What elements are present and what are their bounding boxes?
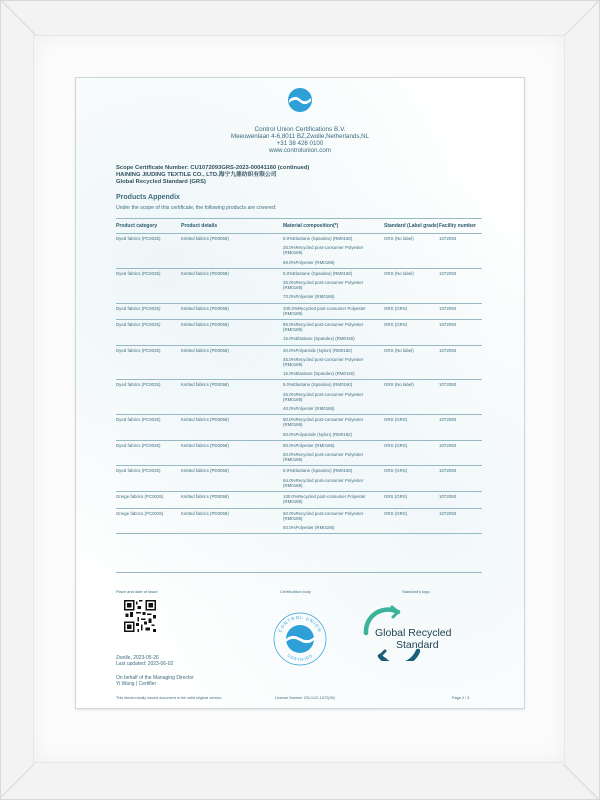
material-line: 50.0%Recycled post-consumer Polyester (RM0189) <box>283 417 364 428</box>
standard-cell: GRS (No label) <box>384 270 414 276</box>
product-details-cell: Knitted fabrics (PD0058) <box>181 468 229 474</box>
product-details-cell: Knitted fabrics (PD0058) <box>181 322 229 328</box>
material-composition-cell <box>283 508 384 534</box>
material-line: 50.0%Recycled post-consumer Polyester (RM0189) <box>283 452 364 463</box>
table-header-row <box>116 219 482 234</box>
table-row <box>116 303 482 319</box>
svg-text:CERTIFIED <box>287 653 314 662</box>
material-line: 15.0%Elastane (Spandex) (RM0160) <box>283 371 355 377</box>
table-row <box>116 415 482 441</box>
material-line: 50.0%Polyester (RM0186) <box>283 524 335 530</box>
grs-logo-line2: Standard <box>396 639 439 651</box>
material-line: 70.0%Polyester (RM0186) <box>283 294 335 300</box>
frame-corner-tr <box>564 0 600 36</box>
issuer-block <box>76 126 524 154</box>
product-category-cell: Dyed fabrics (PC0025) <box>116 417 161 423</box>
material-line: 6.0%Elastane (Spandex) (RM0160) <box>283 236 353 241</box>
product-category-cell: Dyed fabrics (PC0025) <box>116 322 161 328</box>
product-details-cell: Knitted fabrics (PD0058) <box>181 510 229 516</box>
table-row <box>116 466 482 492</box>
material-composition-cell <box>283 380 384 415</box>
table-row <box>116 492 482 508</box>
table-bottom-rule <box>116 572 482 573</box>
product-details-cell: Knitted fabrics (PD0058) <box>181 236 229 241</box>
signer-name: Yi Wang | Certifier <box>116 681 157 688</box>
standard-cell: GRS (GRS) <box>384 417 408 423</box>
control-union-wave-icon <box>287 87 313 113</box>
facility-number-cell: 1072093 <box>439 347 457 353</box>
product-category-cell: Dyed fabrics (PC0025) <box>116 347 161 353</box>
header-product-category: Product category <box>116 223 158 229</box>
license-number: License Number CB-CUC-1072(05) <box>275 696 335 700</box>
material-composition-cell <box>283 492 384 508</box>
frame-corner-br <box>563 764 599 800</box>
qr-code-icon <box>124 600 156 632</box>
last-updated: Last updated: 2023-06-02 <box>116 661 174 668</box>
material-composition-cell <box>283 466 384 492</box>
issuer-phone: +31 38 426 0100 <box>276 140 324 147</box>
material-line: 50.0%Recycled post-consumer Polyester (RM0189) <box>283 510 364 521</box>
table-row <box>116 320 482 346</box>
standard-cell: GRS (GRS) <box>384 305 408 311</box>
material-line: 25.0%Recycled post-consumer Polyester (RM0189) <box>283 280 364 291</box>
standard-cell: GRS (No label) <box>384 382 414 388</box>
facility-number-cell: 1072093 <box>439 468 457 474</box>
company-name: HAINING JIUDING TEXTILE CO., LTD.海宁九鼎纺织有限公司 <box>116 172 277 178</box>
certification-body-label: Certification body <box>280 589 311 594</box>
facility-number-cell: 1072093 <box>439 442 457 448</box>
grs-recycle-globe-icon <box>358 603 472 661</box>
issuer-address: Meeuwenlaan 4-6,8011 BZ,Zwolle,Netherlands,NL <box>230 133 370 140</box>
product-category-cell: Greige fabrics (PC0026) <box>116 494 164 500</box>
product-category-cell: Dyed fabrics (PC0025) <box>116 382 161 388</box>
material-line: 50.0%Polyester (RM0186) <box>283 442 335 448</box>
table-body <box>116 234 482 534</box>
product-details-cell: Knitted fabrics (PD0058) <box>181 347 229 353</box>
issuer-name: Control Union Certifications B.V. <box>254 126 346 133</box>
frame-corner-tl <box>0 0 36 35</box>
header-facility-number: Facility number <box>439 223 476 229</box>
appendix-title: Products Appendix <box>116 194 180 201</box>
signatory-block <box>116 675 194 688</box>
material-composition-cell <box>283 345 384 380</box>
facility-number-cell: 1072093 <box>439 510 457 516</box>
facility-number-cell: 1072093 <box>439 382 457 388</box>
product-details-cell: Knitted fabrics (PD0058) <box>181 305 229 311</box>
table-row <box>116 234 482 269</box>
material-line: 94.0%Recycled post-consumer Polyester (RM0189) <box>283 477 364 488</box>
grs-logo-line1: Global Recycled <box>375 627 452 639</box>
issue-city-date: Zwolle, 2023-05-26 <box>116 655 159 661</box>
product-details-cell: Knitted fabrics (PD0058) <box>181 442 229 448</box>
material-line: 40.0%Polyester (RM0186) <box>283 406 335 412</box>
table-row <box>116 268 482 303</box>
material-line: 5.0%Elastane (Spandex) (RM0160) <box>283 382 353 388</box>
table-row <box>116 508 482 534</box>
material-line: 85.0%Recycled post-consumer Polyester (RM0189) <box>283 322 364 333</box>
certificate-page <box>76 78 524 708</box>
scope-block <box>116 165 476 186</box>
facility-number-cell: 1072093 <box>439 322 457 328</box>
product-category-cell: Dyed fabrics (PC0025) <box>116 468 161 474</box>
header-material-composition: Material composition(*) <box>283 223 339 229</box>
standard-cell: GRS (GRS) <box>384 510 408 516</box>
product-details-cell: Knitted fabrics (PD0058) <box>181 494 229 500</box>
standard-cell: GRS (GRS) <box>384 442 408 448</box>
validity-note: This electronically issued document is the valid original version <box>116 696 222 700</box>
standard-cell: GRS (GRS) <box>384 494 408 500</box>
material-line: 6.0%Elastane (Spandex) (RM0160) <box>283 468 353 474</box>
certificate-number: Scope Certificate Number: CU1072093GRS-2023-00041160 (continued) <box>116 165 310 171</box>
product-category-cell: Dyed fabrics (PC0025) <box>116 236 161 241</box>
material-line: 45.0%Recycled post-consumer Polyester (RM0189) <box>283 391 364 402</box>
product-category-cell: Dyed fabrics (PC0025) <box>116 270 161 276</box>
material-line: 45.0%Recycled post-consumer Polyester (RM0189) <box>283 356 364 368</box>
material-line: 5.0%Elastane (Spandex) (RM0160) <box>283 270 353 276</box>
standard-cell: GRS (GRS) <box>384 468 408 474</box>
material-line: 15.0%Elastane (Spandex) (RM0160) <box>283 336 355 342</box>
page-number: Page 2 / 3 <box>452 696 470 700</box>
standard-name: Global Recycled Standard (GRS) <box>116 179 206 185</box>
standard-logo-label: Standard's logo <box>402 589 430 594</box>
table-row <box>116 440 482 466</box>
facility-number-cell: 1072093 <box>439 305 457 311</box>
header-product-details: Product details <box>181 223 218 229</box>
material-composition-cell <box>283 440 384 466</box>
product-details-cell: Knitted fabrics (PD0058) <box>181 417 229 423</box>
table-row <box>116 380 482 415</box>
product-details-cell: Knitted fabrics (PD0058) <box>181 382 229 388</box>
standard-cell: GRS (No label) <box>384 236 414 241</box>
issue-dates <box>116 655 173 668</box>
products-table <box>116 218 482 534</box>
issuer-website: www.controlunion.com <box>269 147 331 154</box>
material-line: 100.0%Recycled post-consumer Polyester (RM0189) <box>283 305 366 316</box>
product-category-cell: Greige fabrics (PC0026) <box>116 510 164 516</box>
material-line: 100.0%Recycled post-consumer Polyester (RM0189) <box>283 494 366 505</box>
material-composition-cell <box>283 234 384 269</box>
facility-number-cell: 1072093 <box>439 417 457 423</box>
header-standard: Standard (Label grade) <box>384 223 439 229</box>
on-behalf-text: On behalf of the Managing Director <box>116 675 194 681</box>
table-row <box>116 345 482 380</box>
material-composition-cell <box>283 320 384 346</box>
standard-cell: GRS (No label) <box>384 347 414 353</box>
facility-number-cell: 1072093 <box>439 270 457 276</box>
material-line: 40.0%Polyamide (Nylon) (RM0182) <box>283 347 353 353</box>
product-details-cell: Knitted fabrics (PD0058) <box>181 270 229 276</box>
facility-number-cell: 1072093 <box>439 236 457 241</box>
facility-number-cell: 1072093 <box>439 494 457 500</box>
material-composition-cell <box>283 415 384 441</box>
appendix-subtitle: Under the scope of this certificate, the following products are covered: <box>116 205 277 211</box>
frame-corner-bl <box>0 763 35 799</box>
material-line: 25.0%Recycled post-consumer Polyester (RM0189) <box>283 245 364 256</box>
product-category-cell: Dyed fabrics (PC0025) <box>116 442 161 448</box>
place-date-label: Place and date of issue <box>116 589 158 594</box>
material-composition-cell <box>283 268 384 303</box>
material-composition-cell <box>283 303 384 319</box>
seal-text-bottom: CERTIFIED <box>286 652 314 663</box>
material-line: 50.0%Polyamide (Nylon) (RM0182) <box>283 431 353 437</box>
standard-cell: GRS (GRS) <box>384 322 408 328</box>
control-union-certified-seal <box>270 609 330 669</box>
product-category-cell: Dyed fabrics (PC0025) <box>116 305 161 311</box>
material-line: 69.0%Polyester (RM0186) <box>283 259 335 265</box>
seal-text-top: CONTROL UNION <box>277 614 323 634</box>
